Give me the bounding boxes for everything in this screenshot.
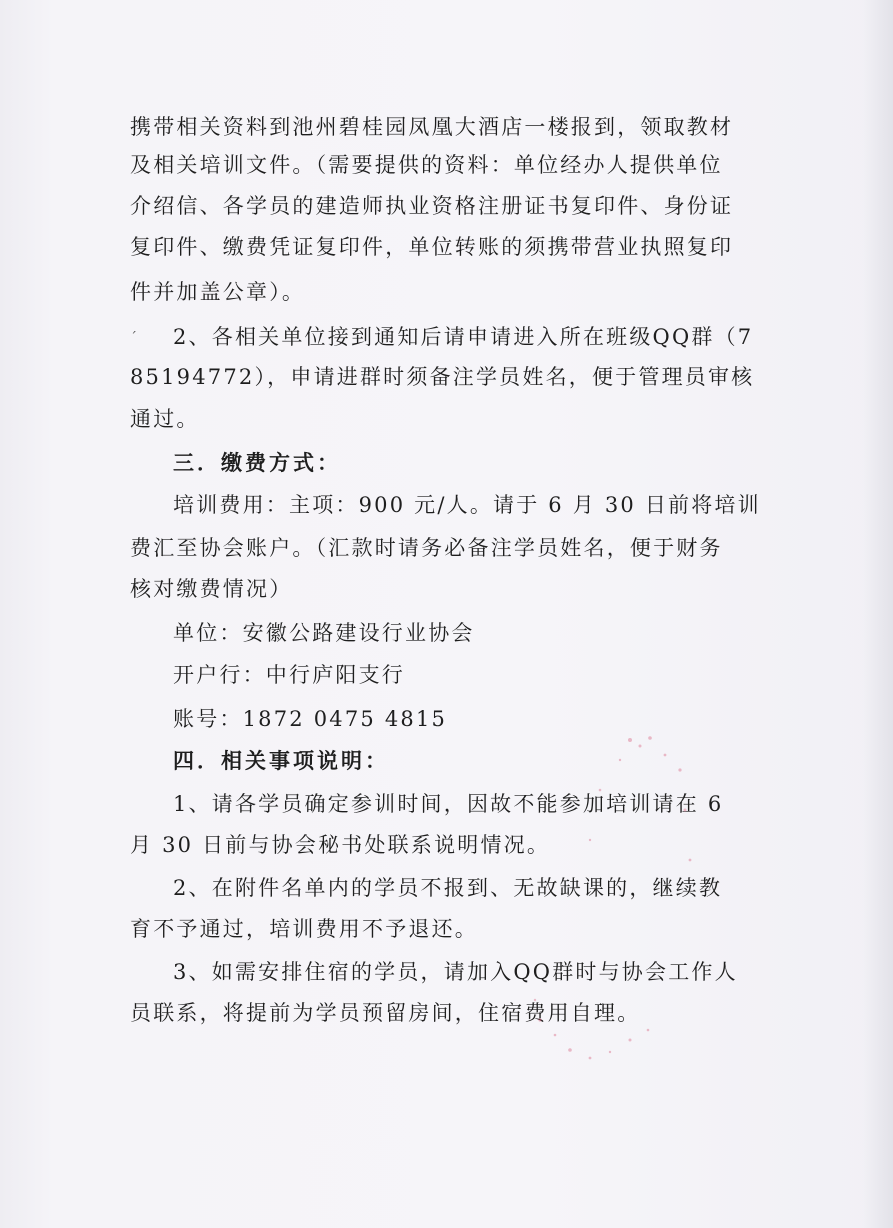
text-line: 员联系，将提前为学员预留房间，住宿费用自理。 [130,1001,641,1025]
pencil-mark-icon: ˊ [130,330,137,346]
text-line: 85194772），申请进群时须备注学员姓名，便于管理员审核 [130,365,755,389]
account-number: 账号：1872 0475 4815 [173,707,448,731]
text-line: 3、如需安排住宿的学员，请加入QQ群时与协会工作人 [173,960,738,984]
text-line: 复印件、缴费凭证复印件，单位转账的须携带营业执照复印 [130,235,734,259]
text-line: 2、在附件名单内的学员不报到、无故缺课的，继续教 [173,876,723,900]
text-line: 培训费用：主项：900 元/人。请于 6 月 30 日前将培训 [173,493,761,517]
text-line: 通过。 [130,407,200,431]
text-line: 1、请各学员确定参训时间，因故不能参加培训请在 6 [173,792,724,816]
text-line: 件并加盖公章）。 [130,280,306,304]
page-edge-shadow [863,0,893,1228]
section-heading-payment: 三．缴费方式： [173,450,341,475]
text-line: 及相关培训文件。（需要提供的资料：单位经办人提供单位 [130,153,723,177]
text-line: 携带相关资料到池州碧桂园凤凰大酒店一楼报到，领取教材 [130,115,734,139]
text-line: 2、各相关单位接到通知后请申请进入所在班级QQ群（7 [173,325,754,349]
text-line: 育不予通过，培训费用不予退还。 [130,917,478,941]
text-line: 介绍信、各学员的建造师执业资格注册证书复印件、身份证 [130,194,734,218]
section-heading-notes: 四．相关事项说明： [173,748,389,773]
text-line: 核对缴费情况） [130,577,293,601]
text-line: 月 30 日前与协会秘书处联系说明情况。 [130,833,551,857]
account-bank: 开户行：中行庐阳支行 [173,663,405,687]
account-unit: 单位：安徽公路建设行业协会 [173,621,475,645]
text-line: 费汇至协会账户。（汇款时请务必备注学员姓名，便于财务 [130,536,723,560]
